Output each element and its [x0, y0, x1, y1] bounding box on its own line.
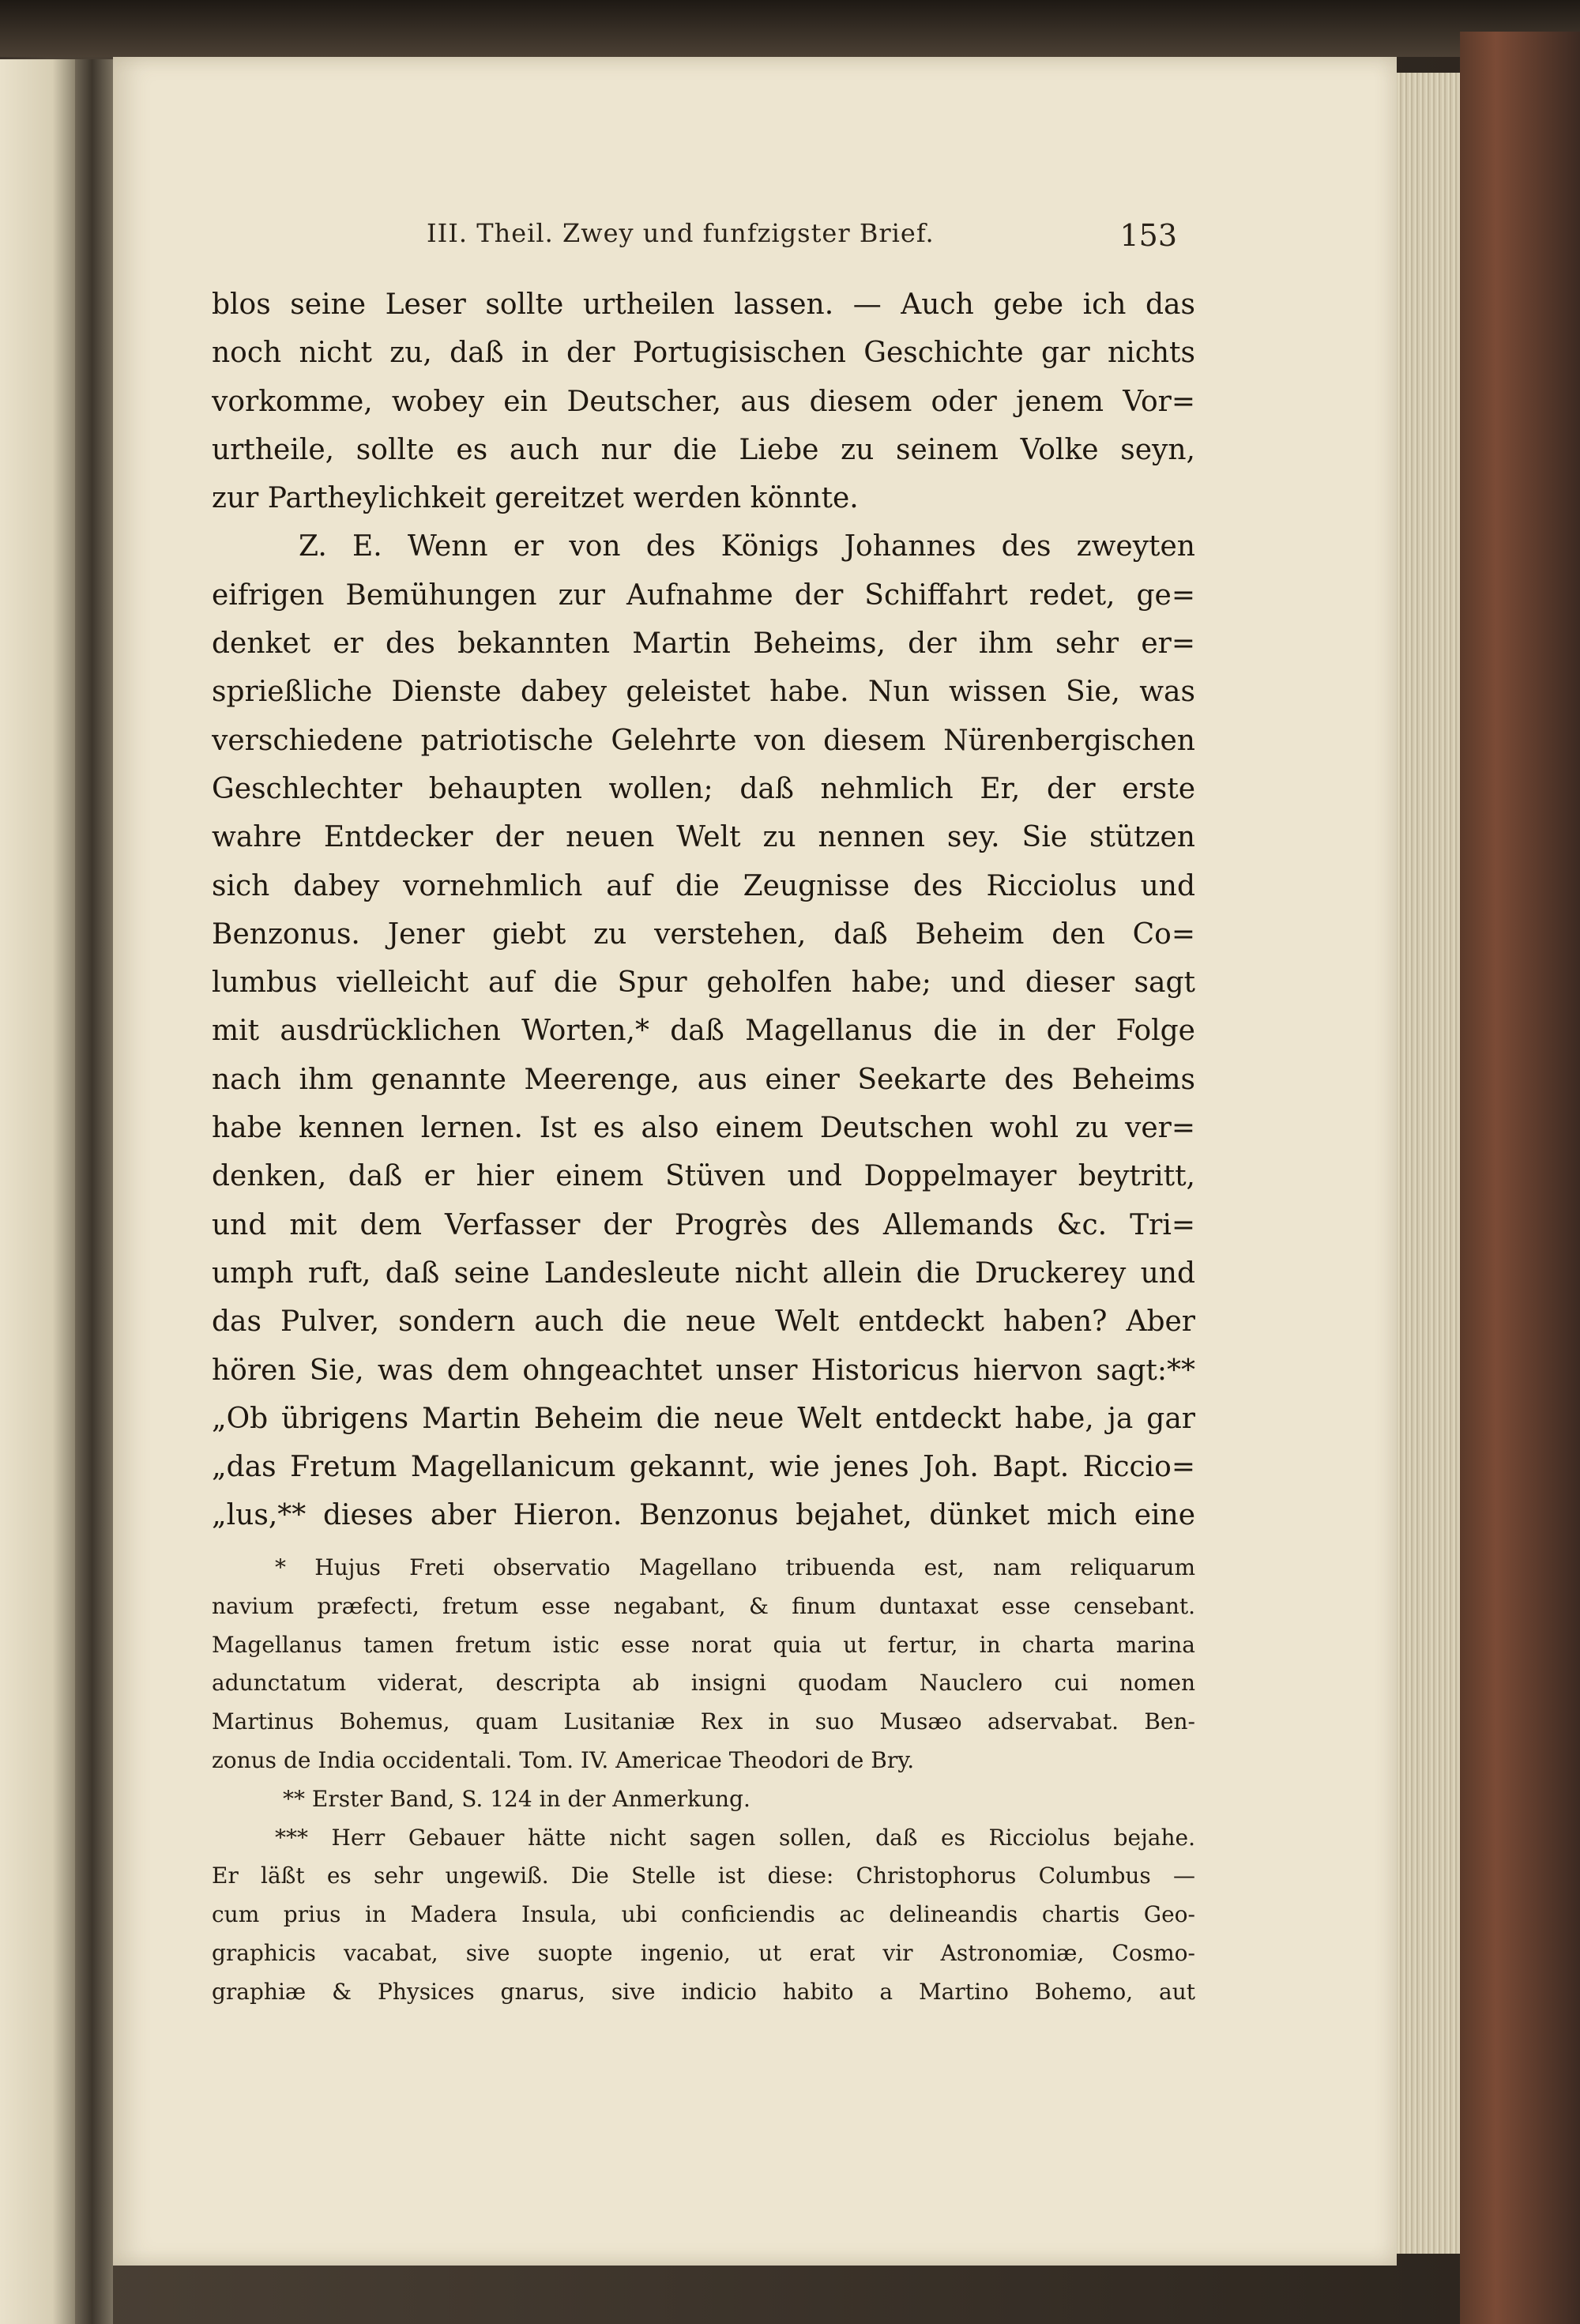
- text-line: „das Fretum Magellanicum gekannt, wie jenes Joh. Bapt. Riccio=: [212, 1451, 1195, 1484]
- footnote-line: zonus de India occidentali. Tom. IV. Americae Theodori de Bry.: [212, 1746, 915, 1773]
- scan-top-border: [0, 0, 1580, 57]
- text-line: „lus,** dieses aber Hieron. Benzonus bejahet, dünket mich eine: [212, 1499, 1195, 1532]
- footnote-line: ** Erster Band, S. 124 in der Anmerkung.: [283, 1785, 750, 1812]
- text-line: hören Sie, was dem ohngeachtet unser Historicus hiervon sagt:**: [212, 1354, 1195, 1387]
- text-line: Geschlechter behaupten wollen; daß nehmlich Er, der erste: [212, 772, 1195, 805]
- footnote-line: adunctatum viderat, descripta ab insigni quodam Nauclero cui nomen: [212, 1670, 1195, 1697]
- footnote-line: navium præfecti, fretum esse negabant, & finum duntaxat esse censebant.: [212, 1592, 1195, 1619]
- text-line: sprießliche Dienste dabey geleistet habe. Nun wissen Sie, was: [212, 676, 1195, 709]
- page-stack-edge: [1397, 73, 1460, 2254]
- text-line: urtheile, sollte es auch nur die Liebe zu seinem Volke seyn,: [212, 433, 1195, 466]
- text-line: habe kennen lernen. Ist es also einem Deutschen wohl zu ver=: [212, 1112, 1195, 1145]
- text-line: noch nicht zu, daß in der Portugisischen Geschichte gar nichts: [212, 337, 1195, 370]
- footnotes: [212, 1549, 1195, 2012]
- running-title: III. Theil. Zwey und funfzigster Brief.: [427, 218, 935, 248]
- footnote-line: graphiæ & Physices gnarus, sive indicio habito a Martino Bohemo, aut: [212, 1978, 1195, 2005]
- footnote-line: Er läßt es sehr ungewiß. Die Stelle ist diese: Christophorus Columbus —: [212, 1863, 1195, 1889]
- main-text: [212, 281, 1195, 1540]
- text-line: sich dabey vornehmlich auf die Zeugnisse des Ricciolus und: [212, 869, 1195, 902]
- footnote-line: * Hujus Freti observatio Magellano tribuenda est, nam reliquarum: [275, 1554, 1195, 1580]
- text-line: eifrigen Bemühungen zur Aufnahme der Schiffahrt redet, ge=: [212, 578, 1195, 612]
- footnote-line: *** Herr Gebauer hätte nicht sagen sollen, daß es Ricciolus bejahe.: [275, 1824, 1195, 1851]
- footnote-line: Martinus Bohemus, quam Lusitaniæ Rex in suo Musæo adservabat. Ben-: [212, 1708, 1195, 1735]
- running-header: [308, 215, 1177, 254]
- page-number: 153: [1119, 218, 1177, 253]
- left-page-edge: [0, 59, 75, 2324]
- text-line: verschiedene patriotische Gelehrte von diesem Nürenbergischen: [212, 724, 1195, 757]
- text-line: „Ob übrigens Martin Beheim die neue Welt entdeckt habe, ja gar: [212, 1402, 1195, 1435]
- text-line: denken, daß er hier einem Stüven und Doppelmayer beytritt,: [212, 1160, 1195, 1193]
- text-line: vorkomme, wobey ein Deutscher, aus diesem oder jenem Vor=: [212, 385, 1195, 418]
- footnote-line: cum prius in Madera Insula, ubi conficiendis ac delineandis chartis Geo-: [212, 1901, 1195, 1928]
- text-line: zur Partheylichkeit gereitzet werden könnte.: [212, 482, 859, 515]
- text-line: nach ihm genannte Meerenge, aus einer Seekarte des Beheims: [212, 1063, 1195, 1096]
- text-line: das Pulver, sondern auch die neue Welt entdeckt haben? Aber: [212, 1305, 1195, 1339]
- text-line: Z. E. Wenn er von des Königs Johannes des zweyten: [299, 530, 1195, 563]
- text-line: denket er des bekannten Martin Beheims, der ihm sehr er=: [212, 627, 1195, 661]
- text-line: umph ruft, daß seine Landesleute nicht allein die Druckerey und: [212, 1256, 1195, 1290]
- text-line: mit ausdrücklichen Worten,* daß Magellanus die in der Folge: [212, 1015, 1195, 1048]
- text-line: lumbus vielleicht auf die Spur geholfen habe; und dieser sagt: [212, 966, 1195, 1000]
- text-line: und mit dem Verfasser der Progrès des Allemands &c. Tri=: [212, 1208, 1195, 1241]
- text-line: Benzonus. Jener giebt zu verstehen, daß Beheim den Co=: [212, 917, 1195, 951]
- book-gutter: [75, 59, 113, 2324]
- text-line: wahre Entdecker der neuen Welt zu nennen sey. Sie stützen: [212, 821, 1195, 854]
- text-line: blos seine Leser sollte urtheilen lassen. — Auch gebe ich das: [212, 288, 1195, 321]
- book-cover-edge: [1460, 32, 1580, 2324]
- footnote-line: graphicis vacabat, sive suopte ingenio, ut erat vir Astronomiæ, Cosmo-: [212, 1939, 1195, 1966]
- footnote-line: Magellanus tamen fretum istic esse norat quia ut fertur, in charta marina: [212, 1631, 1195, 1658]
